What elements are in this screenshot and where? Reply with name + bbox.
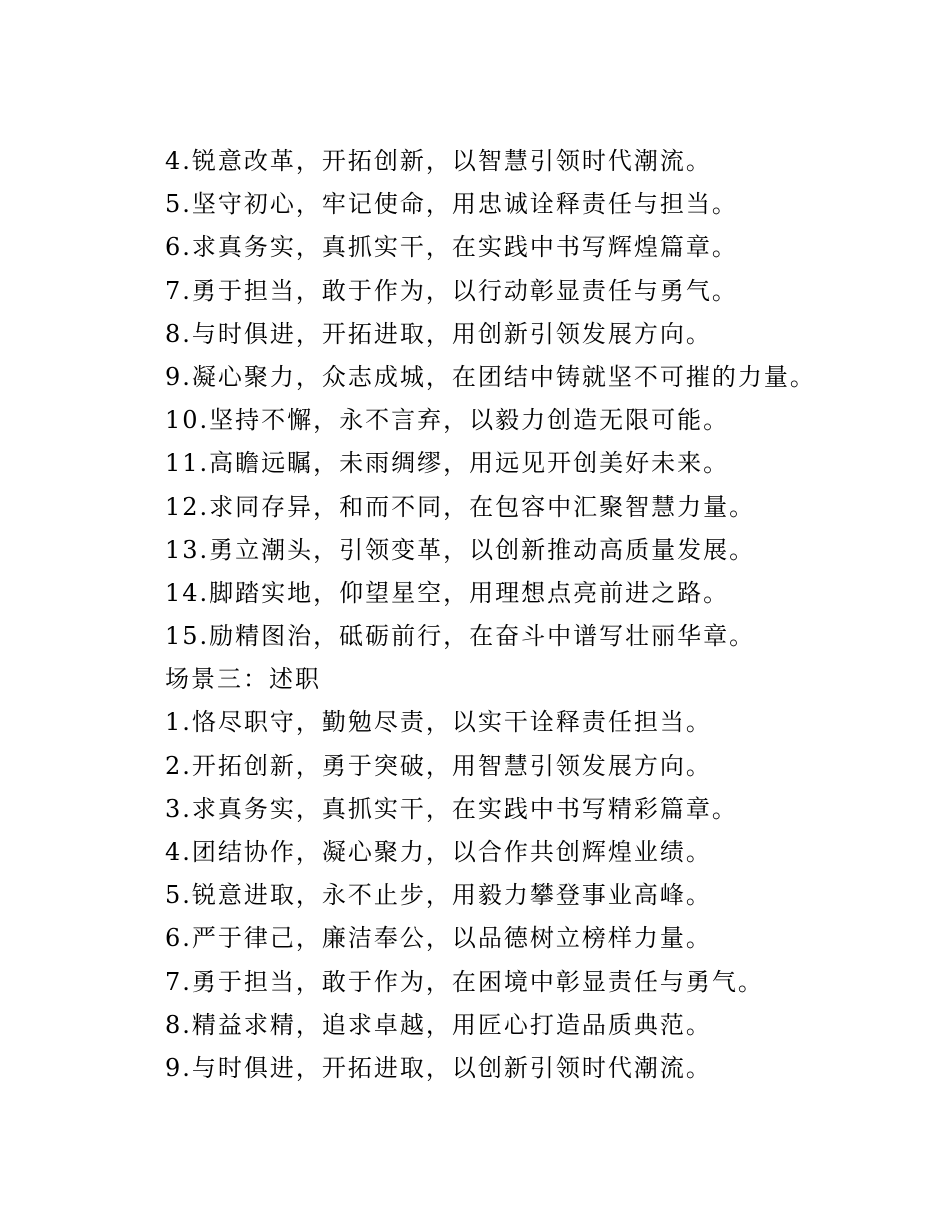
- text-line: 5.锐意进取，永不止步，用毅力攀登事业高峰。: [165, 881, 712, 910]
- document-body: [165, 140, 905, 1090]
- text-line: 1.恪尽职守，勤勉尽责，以实干诠释责任担当。: [165, 708, 712, 737]
- text-line: 7.勇于担当，敢于作为，以行动彰显责任与勇气。: [165, 276, 738, 305]
- text-line: 3.求真务实，真抓实干，在实践中书写精彩篇章。: [165, 794, 738, 823]
- text-line: 12.求同存异，和而不同，在包容中汇聚智慧力量。: [165, 492, 756, 521]
- text-line: 2.开拓创新，勇于突破，用智慧引领发展方向。: [165, 751, 712, 780]
- text-line: 14.脚踏实地，仰望星空，用理想点亮前进之路。: [165, 578, 730, 607]
- text-line: 5.坚守初心，牢记使命，用忠诚诠释责任与担当。: [165, 190, 738, 219]
- text-line: 6.求真务实，真抓实干，在实践中书写辉煌篇章。: [165, 233, 738, 262]
- text-line: 9.与时俱进，开拓进取，以创新引领时代潮流。: [165, 1053, 712, 1082]
- text-line: 4.锐意改革，开拓创新，以智慧引领时代潮流。: [165, 147, 712, 175]
- text-line: 15.励精图治，砥砺前行，在奋斗中谱写壮丽华章。: [165, 622, 756, 651]
- text-line: 10.坚持不懈，永不言弃，以毅力创造无限可能。: [165, 406, 730, 435]
- text-line: 13.勇立潮头，引领变革，以创新推动高质量发展。: [165, 535, 756, 564]
- text-line: 11.高瞻远瞩，未雨绸缪，用远见开创美好未来。: [165, 449, 730, 478]
- section-heading: 场景三：述职: [165, 665, 321, 694]
- text-line: 6.严于律己，廉洁奉公，以品德树立榜样力量。: [165, 924, 712, 953]
- text-line: 9.凝心聚力，众志成城，在团结中铸就坚不可摧的力量。: [165, 362, 816, 391]
- text-line: 8.精益求精，追求卓越，用匠心打造品质典范。: [165, 1010, 712, 1039]
- text-line: 4.团结协作，凝心聚力，以合作共创辉煌业绩。: [165, 838, 712, 866]
- text-line: 8.与时俱进，开拓进取，用创新引领发展方向。: [165, 319, 712, 348]
- text-line: 7.勇于担当，敢于作为，在困境中彰显责任与勇气。: [165, 967, 764, 996]
